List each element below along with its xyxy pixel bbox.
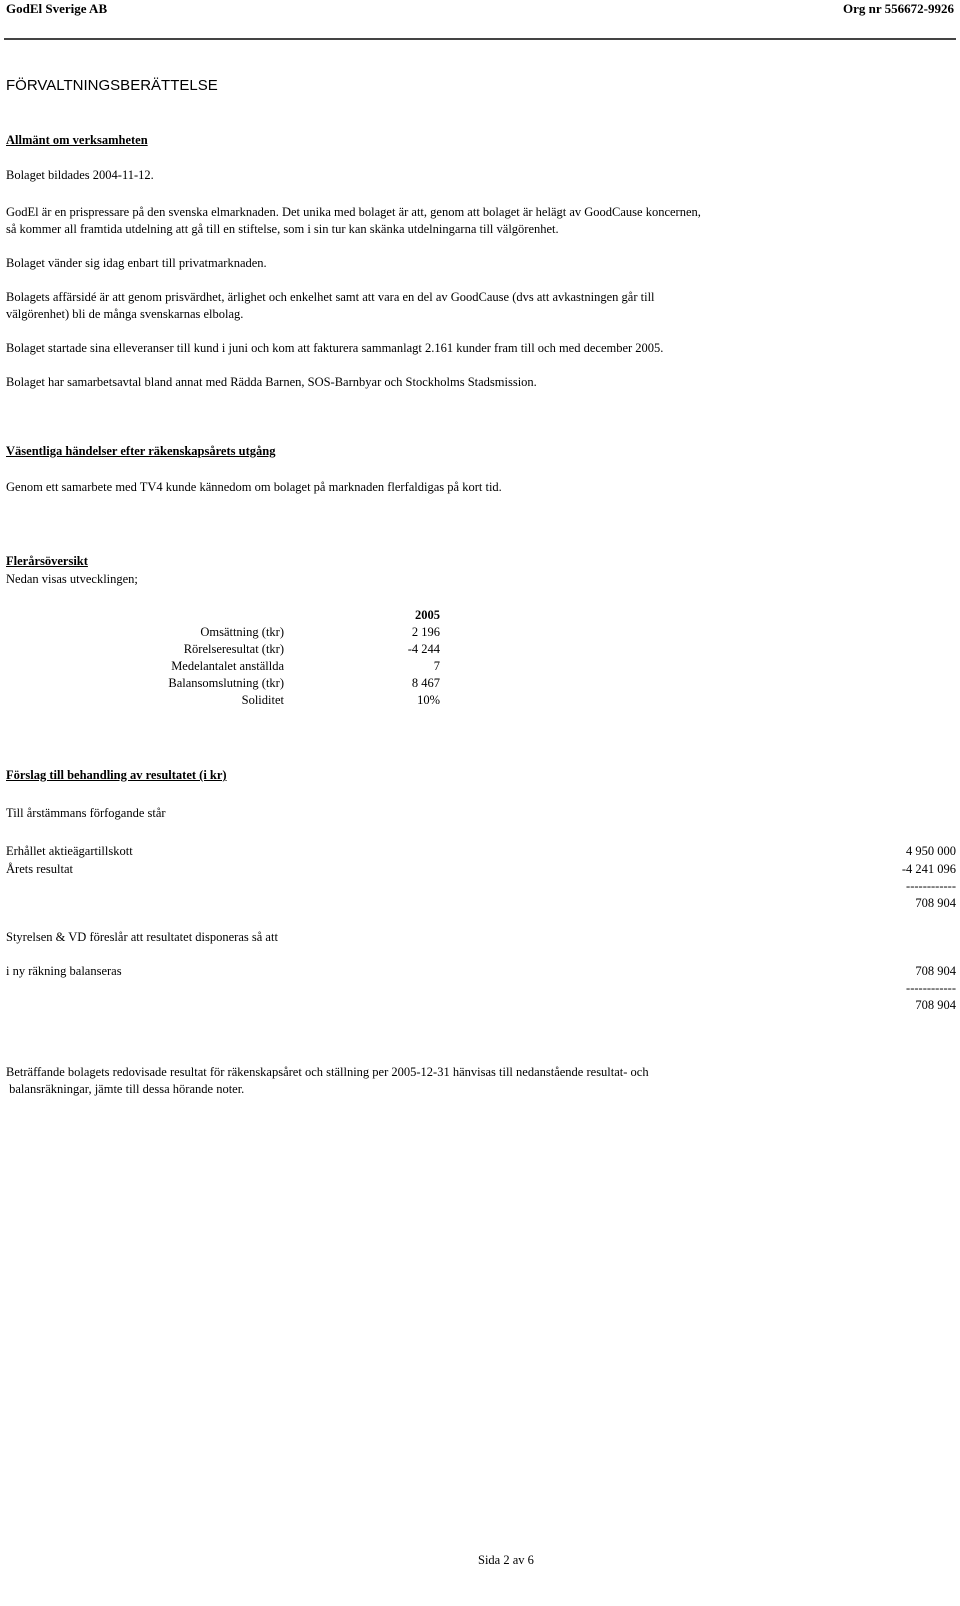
forslag-intro: Till årstämmans förfogande står: [6, 806, 166, 820]
closing-line2: balansräkningar, jämte till dessa hörande noter.: [6, 1082, 245, 1096]
arets-resultat-value: -4 241 096: [901, 862, 956, 876]
paragraph-prispressare-line2: så kommer all framtida utdelning att gå till en stiftelse, som i sin tur kan skänka utdelningarna till välgörenhet.: [6, 222, 559, 236]
table-row-value: 7: [433, 659, 440, 673]
sum-total: 708 904: [915, 998, 956, 1012]
table-row-label: Balansomslutning (tkr): [168, 676, 284, 690]
balanseras-value: 708 904: [915, 964, 956, 978]
page-number: Sida 2 av 6: [478, 1553, 534, 1567]
table-row-label: Omsättning (tkr): [200, 625, 284, 639]
company-name: GodEl Sverige AB: [6, 1, 108, 16]
table-row-label: Medelantalet anställda: [171, 659, 284, 673]
paragraph-samarbetsavtal: Bolaget har samarbetsavtal bland annat med Rädda Barnen, SOS-Barnbyar och Stockholms Stadsmission.: [6, 375, 537, 389]
table-row-value: -4 244: [407, 642, 440, 656]
page-title: FÖRVALTNINGSBERÄTTELSE: [6, 77, 218, 94]
section-heading-flerars: Flerårsöversikt: [6, 554, 88, 568]
section-heading-forslag: Förslag till behandling av resultatet (i kr): [6, 768, 227, 782]
aktieagartillskott-value: 4 950 000: [906, 844, 956, 858]
paragraph-elleveranser: Bolaget startade sina elleveranser till kund i juni och kom att fakturera sammanlagt 2.161 kunder fram till och med december 2005.: [6, 341, 664, 355]
flerars-intro: Nedan visas utvecklingen;: [6, 572, 138, 586]
section-heading-vasentliga: Väsentliga händelser efter räkenskapsårets utgång: [6, 444, 276, 458]
paragraph-affarside-line1: Bolagets affärsidé är att genom prisvärdhet, ärlighet och enkelhet samt att vara en del av GoodCause (dvs att avkastningen går till: [6, 290, 655, 304]
table-row-value: 2 196: [411, 625, 440, 639]
sum-divider: ------------: [906, 879, 956, 893]
header-rule: [4, 38, 956, 40]
arets-resultat-label: Årets resultat: [6, 862, 73, 876]
sum-divider: ------------: [906, 981, 956, 995]
paragraph-affarside-line2: välgörenhet) bli de många svenskarnas elbolag.: [6, 307, 244, 321]
styrelsen-text: Styrelsen & VD föreslår att resultatet disponeras så att: [6, 930, 278, 944]
table-row-label: Rörelseresultat (tkr): [183, 642, 284, 656]
sum-total: 708 904: [915, 896, 956, 910]
org-number: Org nr 556672-9926: [843, 1, 954, 16]
table-row-label: Soliditet: [241, 693, 284, 707]
balanseras-label: i ny räkning balanseras: [6, 964, 122, 978]
table-row-value: 8 467: [411, 676, 440, 690]
paragraph-bildades: Bolaget bildades 2004-11-12.: [6, 168, 154, 182]
aktieagartillskott-label: Erhållet aktieägartillskott: [6, 844, 133, 858]
section-heading-allmant: Allmänt om verksamheten: [6, 133, 148, 147]
table-row-value: 10%: [417, 693, 440, 707]
closing-line1: Beträffande bolagets redovisade resultat för räkenskapsåret och ställning per 2005-12-31 hänvisas till nedanstående resultat- och: [6, 1065, 649, 1079]
flerars-year-header: 2005: [415, 608, 440, 622]
paragraph-privatmarknaden: Bolaget vänder sig idag enbart till privatmarknaden.: [6, 256, 267, 270]
paragraph-prispressare-line1: GodEl är en prispressare på den svenska elmarknaden. Det unika med bolaget är att, genom att bolaget är helägt av GoodCause koncernen,: [6, 205, 701, 219]
paragraph-tv4: Genom ett samarbete med TV4 kunde kännedom om bolaget på marknaden flerfaldigas på kort tid.: [6, 480, 502, 494]
